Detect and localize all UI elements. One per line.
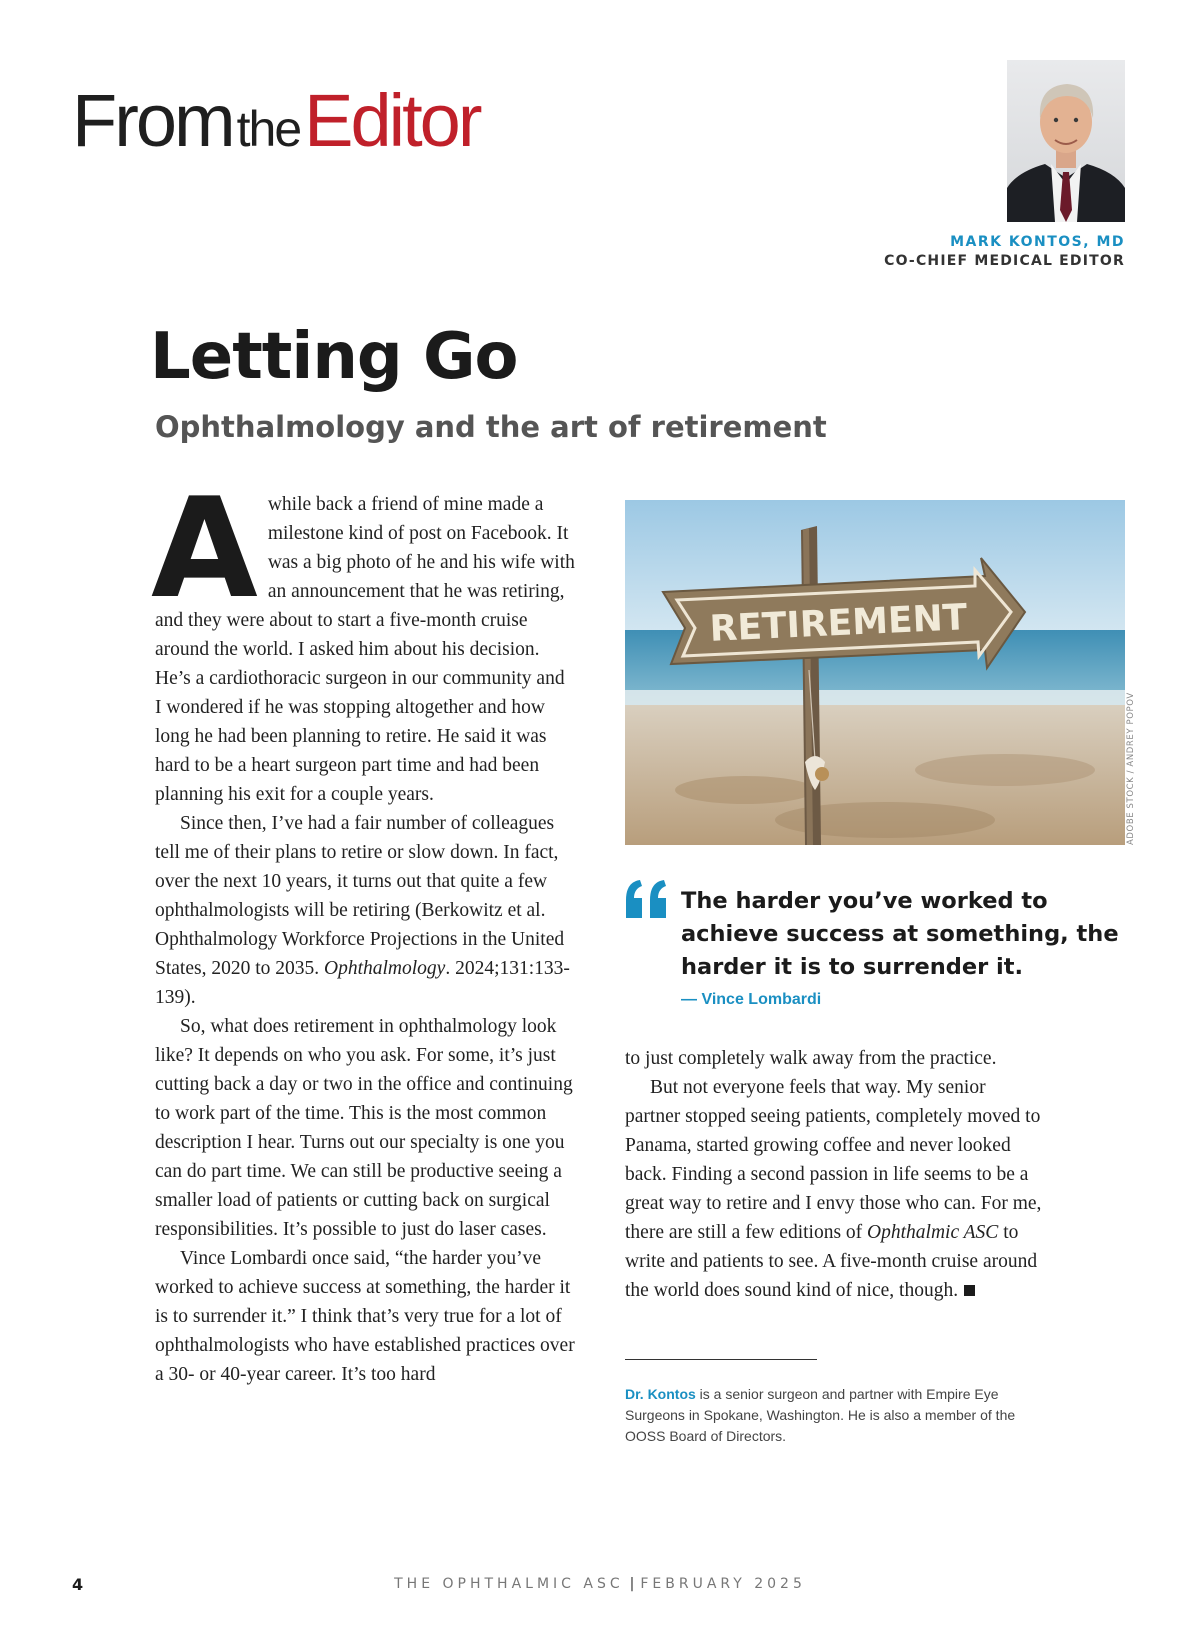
paragraph-2 xyxy=(155,809,575,1012)
author-photo xyxy=(1007,60,1125,222)
paragraph-1-text: while back a friend of mine made a milestone kind of post on Facebook. It was a big photo of he and his wife with an announcement that he was retiring, and they were about to start a five-month cruise around the world. I asked him about his decision. He’s a cardiothoracic surgeon in our community and I wondered if he was stopping altogether and how long he had been planning to retire. He said it was hard to be a heart surgeon part time and had been planning his exit for a couple years. xyxy=(155,494,575,805)
bio-divider xyxy=(625,1359,817,1360)
journal-citation: Ophthalmology xyxy=(324,958,446,979)
bio-text: is a senior surgeon and partner with Empire Eye Surgeons in Spokane, Washington. He is also a member of the OOSS Board of Directors. xyxy=(625,1386,1016,1444)
paragraph-4-continued: to just completely walk away from the practice. xyxy=(625,1048,997,1069)
retirement-sign-image xyxy=(625,500,1125,845)
author-role: CO-CHIEF MEDICAL EDITOR xyxy=(884,253,1125,269)
paragraph-5 xyxy=(625,1073,1045,1305)
body-column-right xyxy=(625,1044,1045,1305)
pull-quote-attribution: — Vince Lombardi xyxy=(681,991,822,1008)
drop-cap: A xyxy=(151,468,258,629)
author-bio xyxy=(625,1384,1025,1447)
publication-mention: Ophthalmic ASC xyxy=(867,1222,999,1243)
paragraph-2-end: . 2024;131:133-139). xyxy=(155,958,570,1008)
quote-mark-icon xyxy=(622,878,672,920)
author-name: MARK KONTOS, MD xyxy=(950,234,1125,250)
footer-separator: | xyxy=(629,1576,635,1592)
paragraph-1 xyxy=(151,468,575,809)
end-mark-icon xyxy=(964,1285,975,1296)
body-column-left xyxy=(151,468,575,1389)
masthead-from: From xyxy=(72,79,233,162)
footer-issue: FEBRUARY 2025 xyxy=(640,1576,806,1592)
paragraph-4: Vince Lombardi once said, “the harder you’ve worked to achieve success at something, the harder it is to surrender it.” I think that’s very true for a lot of ophthalmologists who have established practices over a 30- or 40-year career. It’s too hard xyxy=(155,1248,575,1385)
image-credit: ADOBE STOCK / ANDREY POPOV xyxy=(1126,692,1136,845)
page-footer xyxy=(0,1576,1200,1592)
author-portrait-illustration xyxy=(1007,60,1125,222)
bio-name: Dr. Kontos xyxy=(625,1386,696,1402)
page-number: 4 xyxy=(72,1575,84,1594)
sign-text: RETIREMENT xyxy=(708,597,969,650)
paragraph-5-text: But not everyone feels that way. My senior partner stopped seeing patients, completely moved to Panama, started growing coffee and never looked back. Finding a second passion in life seems to be a great way to retire and I envy those who can. For me, there are still a few editions of xyxy=(625,1077,1042,1243)
paragraph-3: So, what does retirement in ophthalmology look like? It depends on who you ask. For some, it’s just cutting back a day or two in the office and continuing to work part of the time. This is the most common description I hear. Turns out our specialty is one you can do part time. We can still be productive seeing a smaller load of patients or cutting back on surgical responsibilities. It’s possible to just do laser cases. xyxy=(155,1016,573,1240)
footer-publication: THE OPHTHALMIC ASC xyxy=(394,1576,624,1592)
masthead-editor: Editor xyxy=(304,79,480,162)
pull-quote: The harder you’ve worked to achieve success at something, the harder it is to surrender it. xyxy=(681,888,1119,980)
paragraph-2-text: Since then, I’ve had a fair number of colleagues tell me of their plans to retire or slow down. In fact, over the next 10 years, it turns out that quite a few ophthalmologists will be retiring (Berkowitz et al. Ophthalmology Workforce Projections in the United States, 2020 to 2035. xyxy=(155,813,565,979)
article-subtitle: Ophthalmology and the art of retirement xyxy=(155,410,827,444)
paragraph-5-end: to write and patients to see. A five-month cruise around the world does sound kind of nice, though. xyxy=(625,1222,1038,1301)
masthead-the: the xyxy=(236,101,301,157)
section-masthead xyxy=(72,78,479,163)
article-title: Letting Go xyxy=(150,320,518,394)
